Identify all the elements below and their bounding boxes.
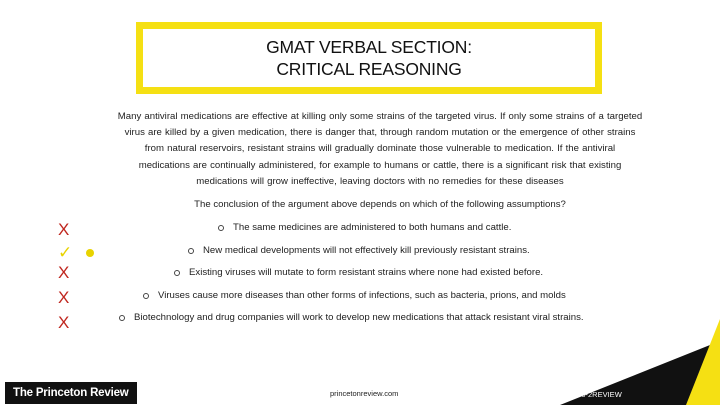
passage-line: Many antiviral medications are effective at killing only some strains of the targeted virus. If only some strains of a targeted	[117, 111, 643, 122]
passage-line: medications are continually administered, for example to humans or cattle, there is a significant risk that existing	[138, 159, 622, 171]
title-line-1: GMAT VERBAL SECTION:	[266, 37, 472, 57]
footer-phone: 800-2REVIEW	[573, 390, 622, 399]
title-box	[136, 22, 602, 94]
bullet-icon	[218, 225, 224, 231]
answer-option-text: Viruses cause more diseases than other forms of infections, such as bacteria, prions, and molds	[158, 290, 566, 301]
check-mark-icon: ✓	[58, 243, 73, 262]
correct-dot-icon	[86, 249, 94, 257]
answer-option-text: Existing viruses will mutate to form resistant strains where none had existed before.	[189, 267, 544, 278]
bullet-icon	[119, 315, 125, 321]
answer-option-b[interactable]	[188, 245, 530, 256]
passage-line: from natural reservoirs, resistant strains will gradually dominate those vulnerable to medication. If the antiviral	[144, 143, 616, 155]
passage-line: virus are killed by a given medication, there is danger that, through random mutation or the emergence of other strains	[124, 127, 636, 139]
title-line-2: CRITICAL REASONING	[276, 59, 462, 79]
wrong-mark-icon: X	[58, 313, 70, 332]
answer-option-text: The same medicines are administered to both humans and cattle.	[233, 222, 512, 233]
answer-option-text: New medical developments will not effectively kill previously resistant strains.	[203, 245, 530, 256]
princeton-review-logo	[5, 382, 137, 404]
wrong-mark-icon: X	[58, 288, 70, 307]
passage-line: medications will grow ineffective, leaving doctors with no remedies for these diseases	[196, 175, 564, 187]
wrong-mark-icon: X	[58, 263, 70, 282]
passage	[80, 109, 680, 190]
footer-website[interactable]: princetonreview.com	[330, 389, 399, 398]
question-stem: The conclusion of the argument above depends on which of the following assumptions?	[194, 199, 566, 210]
bullet-icon	[188, 248, 194, 254]
answer-option-a[interactable]	[218, 222, 511, 233]
bullet-icon	[143, 293, 149, 299]
answer-option-d[interactable]	[143, 290, 566, 301]
corner-accent	[686, 319, 720, 405]
wrong-mark-icon: X	[58, 220, 70, 239]
answer-option-c[interactable]	[174, 267, 543, 278]
answer-option-e[interactable]	[119, 312, 584, 323]
logo-text: The Princeton Review	[13, 387, 129, 399]
answer-option-text: Biotechnology and drug companies will work to develop new medications that attack resistant viral strains.	[134, 312, 584, 323]
bullet-icon	[174, 270, 180, 276]
